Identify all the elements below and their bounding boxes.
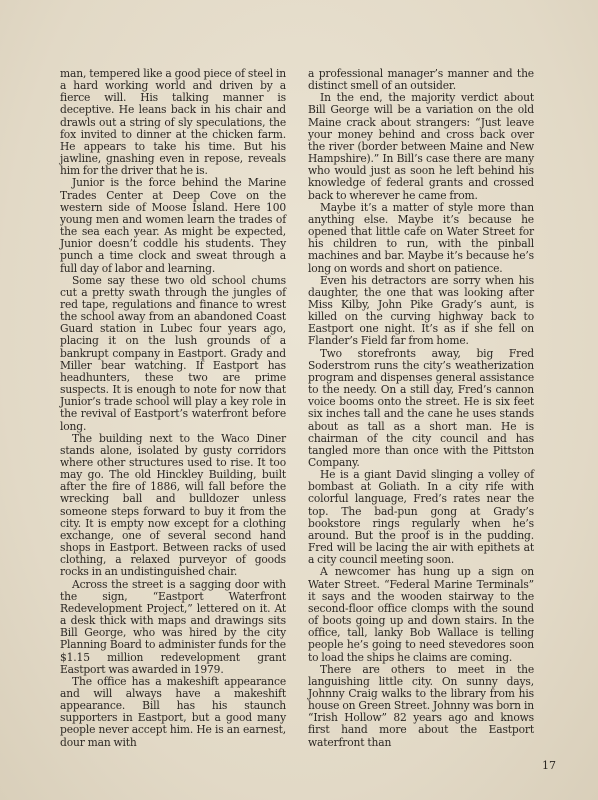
paragraph: The office has a makeshift appearance and will always have a makeshift appearance. Bill has his staunch supporters in Eastport, but a good many people never accept him. He is an earnest, dour man with — [60, 674, 286, 749]
paragraph: Some say these two old school chums cut a pretty swath through the jungles of red tape, regulations and finance to wrest the school away from an abandoned Coast Guard station in Lubec four years ago, placing it on the lush grounds of a bankrupt company in Eastport. Grady and Miller bear watching. If Eastport has headhunters, these two are prime suspects. It is enough to note for now that Junior’s trade school will play a key role in the revival of Eastport’s waterfront before long. — [60, 273, 286, 433]
paragraph: Junior is the force behind the Marine Trades Center at Deep Cove on the western side of Moose Island. Here 100 young men and women learn the trades of the sea each year. As might be expected, Junior doesn’t coddle his students. They punch a time clock and sweat through a full day of labor and learning. — [60, 176, 286, 275]
paragraph: There are others to meet in the languishing little city. On sunny days, Johnny Craig walks to the library from his house on Green Street. Johnny was born in “Irish Hollow” 82 years ago and knows first hand more about the Eastport waterfront than — [308, 662, 534, 749]
paragraph: In the end, the majority verdict about Bill George will be a variation on the old Maine crack about strangers: “Just leave your money behind and cross back over the river (border between Maine and New Hampshire).” In Bill’s case there are many who would just as soon he left behind his knowledge of federal grants and crossed back to wherever he came from. — [308, 91, 534, 202]
paragraph: He is a giant David slinging a volley of bombast at Goliath. In a city rife with colorful language, Fred’s rates near the top. The bad-pun gong at Grady’s bookstore rings regularly when he’s around. But the proof is in the pudding. Fred will be lacing the air with epithets at a city council meeting soon. — [308, 468, 534, 567]
paragraph: Maybe it’s a matter of style more than anything else. Maybe it’s because he opened that little cafe on Water Street for his children to run, with the pinball machines and bar. Maybe it’s because he’s long on words and short on patience. — [308, 200, 534, 275]
text-column-left — [60, 68, 286, 749]
text-column-right — [308, 68, 534, 749]
paragraph: man, tempered like a good piece of steel in a hard working world and driven by a fierce will. His talking manner is deceptive. He leans back in his chair and drawls out a string of sly speculations, the fox invited to dinner at the chicken farm. He appears to take his time. But his jawline, gnashing even in repose, reveals him for the driver that he is. — [60, 67, 286, 178]
paragraph: A newcomer has hung up a sign on Water Street. “Federal Marine Terminals” it says and the wooden stairway to the second-floor office clomps with the sound of boots going up and down stairs. In the office, tall, lanky Bob Wallace is telling people he’s going to need stevedores soon to load the ships he claims are coming. — [308, 565, 534, 664]
paragraph: Two storefronts away, big Fred Soderstrom runs the city’s weatherization program and dispenses general assistance to the needy. On a still day, Fred’s cannon voice booms onto the street. He is six feet six inches tall and the cane he uses stands about as tall as a short man. He is chairman of the city council and has tangled more than once with the Pittston Company. — [308, 346, 534, 469]
paragraph: Even his detractors are sorry when his daughter, the one that was looking after Miss Kilby, John Pike Grady’s aunt, is killed on the curving highway back to Eastport one night. It’s as if she fell on Flander’s Field far from home. — [308, 273, 534, 348]
paragraph: a professional manager’s manner and the distinct smell of an outsider. — [308, 67, 534, 93]
paragraph: The building next to the Waco Diner stands alone, isolated by gusty corridors where other structures used to rise. It too may go. The old Hinckley Building, built after the fire of 1886, will fall before the wrecking ball and bulldozer unless someone steps forward to buy it from the city. It is empty now except for a clothing exchange, one of several second hand shops in Eastport. Between racks of used clothing, a relaxed purveyor of goods rocks in an undistinguished chair. — [60, 431, 286, 579]
paragraph: Across the street is a sagging door with the sign, “Eastport Waterfront Redevelopment Project,” lettered on it. At a desk thick with maps and drawings sits Bill George, who was hired by the city Planning Board to administer funds for the $1.15 million redevelopment grant Eastport was awarded in 1979. — [60, 577, 286, 676]
page-number: 17 — [542, 759, 556, 772]
